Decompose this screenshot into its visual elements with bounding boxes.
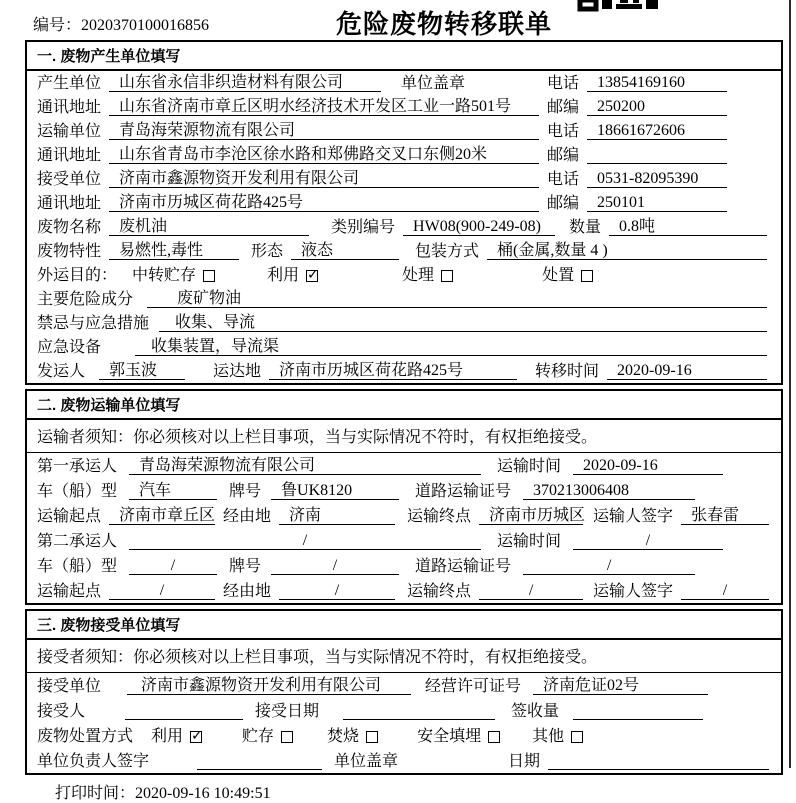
accept-person-label: 接受人 [37, 703, 86, 720]
producer-zip-value: 250200 [587, 98, 727, 116]
route1-start-label: 运输起点 [37, 508, 102, 525]
checkbox-dispose [581, 270, 593, 282]
checkbox-utilize [306, 270, 318, 282]
form-row-accept-person [27, 698, 781, 723]
form-row-equipment [27, 335, 781, 359]
equipment-label: 应急设备 [37, 339, 102, 356]
equipment-value: 收集装置，导流渠 [135, 338, 767, 356]
checkbox-storage [281, 731, 293, 743]
transporter-label: 运输单位 [37, 123, 102, 140]
carrier1-label: 第一承运人 [37, 458, 118, 475]
carrier2-value: / [129, 532, 481, 550]
disposal-label: 废物处置方式 [37, 728, 134, 745]
vehicle1-plate-value: 鲁UK8120 [271, 482, 399, 500]
form-row-vehicle2 [27, 553, 781, 578]
right-column [547, 122, 727, 140]
option-label: 中转贮存 [132, 267, 197, 284]
vehicle2-type-value: / [129, 557, 217, 575]
disposal-option-storage [242, 728, 293, 745]
receiver-value: 济南市鑫源物资开发利用有限公司 [109, 170, 539, 188]
vehicle1-type-label: 车（船）型 [37, 483, 118, 500]
form-row-purpose [27, 263, 781, 287]
option-label: 利用 [267, 267, 300, 284]
transporter-phone-value: 18661672606 [587, 122, 727, 140]
measures-label: 禁忌与应急措施 [37, 315, 150, 332]
accept-person-value [125, 703, 243, 720]
form-row-hazard [27, 287, 781, 311]
carrier2-time-value: / [573, 532, 723, 550]
form-row-receiver-address [27, 191, 781, 215]
waste-qty-value: 0.8吨 [609, 218, 767, 236]
unit-signature-label: 单位负责人签字 [37, 753, 150, 770]
option-label: 处理 [402, 267, 435, 284]
option-label: 利用 [151, 728, 184, 745]
section-producer [25, 40, 783, 385]
form-row-producer-address [27, 95, 781, 119]
option-label: 安全填埋 [417, 728, 482, 745]
route1-end-value: 济南市历城区 [479, 507, 583, 525]
section3-heading: 三. 废物接受单位填写 [27, 611, 781, 640]
producer-phone-label: 电话 [547, 75, 580, 92]
serial-number: 2020370100016856 [81, 17, 210, 34]
option-label: 其他 [532, 728, 565, 745]
waste-name-value: 废机油 [109, 218, 309, 236]
right-column [547, 74, 727, 92]
carrier2-label: 第二承运人 [37, 533, 118, 550]
form-row-route1 [27, 503, 781, 528]
form-row-unit-signature [27, 748, 781, 773]
producer-seal-label: 单位盖章 [401, 75, 466, 92]
producer-address-value: 山东省济南市章丘区明水经济技术开发区工业一路501号 [109, 98, 539, 116]
vehicle2-plate-value: / [271, 557, 399, 575]
measures-value: 收集、导流 [159, 314, 767, 332]
form-row-measures [27, 311, 781, 335]
purpose-option-transit [132, 267, 215, 284]
right-column [547, 147, 727, 164]
producer-value: 山东省永信非织造材料有限公司 [109, 74, 381, 92]
receiver-phone-label: 电话 [547, 171, 580, 188]
route2-start-label: 运输起点 [37, 583, 102, 600]
section-transporter [25, 389, 783, 605]
route2-start-value: / [109, 582, 215, 600]
vehicle2-cert-value: / [523, 557, 695, 575]
route1-start-value: 济南市章丘区 [109, 507, 215, 525]
transfer-time-value: 2020-09-16 [607, 362, 767, 380]
sign-date-value [548, 753, 769, 770]
disposal-option-incinerate [327, 728, 378, 745]
destination-value: 济南市历城区荷花路425号 [269, 362, 517, 380]
producer-zip-label: 邮编 [547, 99, 580, 116]
disposal-option-recycle [151, 728, 202, 745]
receiver-zip-label: 邮编 [547, 195, 580, 212]
option-label: 处置 [542, 267, 575, 284]
route1-via-label: 经由地 [223, 508, 272, 525]
route2-end-value: / [479, 582, 583, 600]
hazard-value: 废矿物油 [147, 290, 767, 308]
form-row-producer [27, 71, 781, 95]
vehicle2-type-label: 车（船）型 [37, 558, 118, 575]
purpose-option-utilize [267, 267, 318, 284]
dispatcher-label: 发运人 [37, 363, 86, 380]
carrier2-time-label: 运输时间 [497, 533, 562, 550]
route2-via-value: / [279, 582, 395, 600]
accept-unit-value: 济南市鑫源物资开发利用有限公司 [127, 677, 411, 695]
transporter-phone-label: 电话 [547, 123, 580, 140]
carrier1-value: 青岛海荣源物流有限公司 [129, 457, 481, 475]
transporter-address-label: 通讯地址 [37, 147, 102, 164]
form-row-disposal [27, 723, 781, 748]
print-time-line [55, 780, 783, 803]
producer-address-label: 通讯地址 [37, 99, 102, 116]
purpose-label: 外运目的： [37, 267, 118, 284]
form-row-carrier2 [27, 528, 781, 553]
option-label: 贮存 [242, 728, 275, 745]
accept-date-label: 接受日期 [255, 703, 320, 720]
receiver-label: 接受单位 [37, 171, 102, 188]
vehicle2-plate-label: 牌号 [229, 558, 262, 575]
form-row-waste-traits [27, 239, 781, 263]
checkbox-other [571, 731, 583, 743]
packing-value: 桶(金属,数量 4 ) [487, 242, 767, 260]
print-time-value: 2020-09-16 10:49:51 [135, 785, 271, 802]
route1-end-label: 运输终点 [407, 508, 472, 525]
purpose-option-dispose [542, 267, 593, 284]
waste-form-value: 液态 [291, 242, 399, 260]
form-row-dispatch [27, 359, 781, 383]
route2-end-label: 运输终点 [407, 583, 472, 600]
waste-code-label: 类别编号 [331, 219, 396, 236]
form-row-vehicle1 [27, 478, 781, 503]
option-label: 焚烧 [327, 728, 360, 745]
waste-name-label: 废物名称 [37, 219, 102, 236]
checkbox-incinerate [366, 731, 378, 743]
route1-via-value: 济南 [279, 507, 395, 525]
vehicle1-plate-label: 牌号 [229, 483, 262, 500]
checkbox-treat [441, 270, 453, 282]
unit-seal-label: 单位盖章 [334, 753, 399, 770]
transfer-time-label: 转移时间 [535, 363, 600, 380]
sign-date-label: 日期 [508, 753, 541, 770]
serial-number-line [33, 12, 209, 35]
form-row-carrier1 [27, 453, 781, 478]
receiver-zip-value: 250101 [587, 194, 727, 212]
purpose-option-treat [402, 267, 453, 284]
waste-traits-value: 易燃性,毒性 [109, 242, 239, 260]
transporter-notice: 运输者须知：你必须核对以上栏目事项，当与实际情况不符时，有权拒绝接受。 [27, 420, 781, 453]
receiver-address-label: 通讯地址 [37, 195, 102, 212]
page-title: 危险废物转移联单 [336, 9, 553, 39]
route1-sign-label: 运输人签字 [593, 508, 674, 525]
waste-form-label: 形态 [251, 243, 284, 260]
checkbox-recycle [190, 731, 202, 743]
unit-signature-value [197, 753, 322, 770]
transporter-zip-label: 邮编 [547, 147, 580, 164]
form-row-waste-name [27, 215, 781, 239]
waste-traits-label: 废物特性 [37, 243, 102, 260]
vehicle1-cert-value: 370213006408 [523, 482, 695, 500]
carrier1-time-label: 运输时间 [497, 458, 562, 475]
section-receiver [25, 609, 783, 775]
section2-heading: 二. 废物运输单位填写 [27, 391, 781, 420]
receiver-notice: 接受者须知：你必须核对以上栏目事项，当与实际情况不符时，有权拒绝接受。 [27, 640, 781, 673]
right-column [547, 170, 727, 188]
accept-unit-label: 接受单位 [37, 678, 102, 695]
producer-label: 产生单位 [37, 75, 102, 92]
license-label: 经营许可证号 [425, 678, 522, 695]
form-row-receiver [27, 167, 781, 191]
print-time-label: 打印时间： [55, 785, 136, 802]
route2-sign-value: / [681, 582, 769, 600]
license-value: 济南危证02号 [533, 677, 708, 695]
page-edge-line [789, 0, 791, 768]
carrier1-time-value: 2020-09-16 [573, 457, 723, 475]
transporter-value: 青岛海荣源物流有限公司 [109, 122, 539, 140]
disposal-option-landfill [417, 728, 500, 745]
signed-qty-value [573, 703, 703, 720]
accept-date-value [343, 703, 495, 720]
receiver-address-value: 济南市历城区荷花路425号 [109, 194, 539, 212]
waste-qty-label: 数量 [569, 219, 602, 236]
checkbox-transit-storage [203, 270, 215, 282]
vehicle1-cert-label: 道路运输证号 [415, 483, 512, 500]
qr-code-fragment [580, 0, 658, 9]
hazard-label: 主要危险成分 [37, 291, 134, 308]
serial-label: 编号： [33, 17, 82, 34]
page-header [0, 0, 796, 40]
form-area [25, 40, 783, 803]
vehicle1-type-value: 汽车 [129, 482, 217, 500]
checkbox-landfill [488, 731, 500, 743]
route1-sign-value: 张春雷 [681, 507, 769, 525]
signed-qty-label: 签收量 [511, 703, 560, 720]
route2-sign-label: 运输人签字 [593, 583, 674, 600]
disposal-option-other [532, 728, 583, 745]
receiver-phone-value: 0531-82095390 [587, 170, 727, 188]
section1-heading: 一. 废物产生单位填写 [27, 42, 781, 71]
destination-label: 运达地 [213, 363, 262, 380]
producer-phone-value: 13854169160 [587, 74, 727, 92]
vehicle2-cert-label: 道路运输证号 [415, 558, 512, 575]
route2-via-label: 经由地 [223, 583, 272, 600]
transporter-address-value: 山东省青岛市李沧区徐水路和郑佛路交叉口东侧20米 [109, 146, 539, 164]
transporter-zip-value [587, 147, 727, 164]
form-row-transporter [27, 119, 781, 143]
form-row-accept-unit [27, 673, 781, 698]
waste-code-value: HW08(900-249-08) [403, 218, 555, 236]
dispatcher-value: 郭玉波 [99, 362, 185, 380]
form-row-transporter-address [27, 143, 781, 167]
right-column [547, 98, 727, 116]
packing-label: 包装方式 [415, 243, 480, 260]
form-row-route2 [27, 578, 781, 603]
right-column [547, 194, 727, 212]
